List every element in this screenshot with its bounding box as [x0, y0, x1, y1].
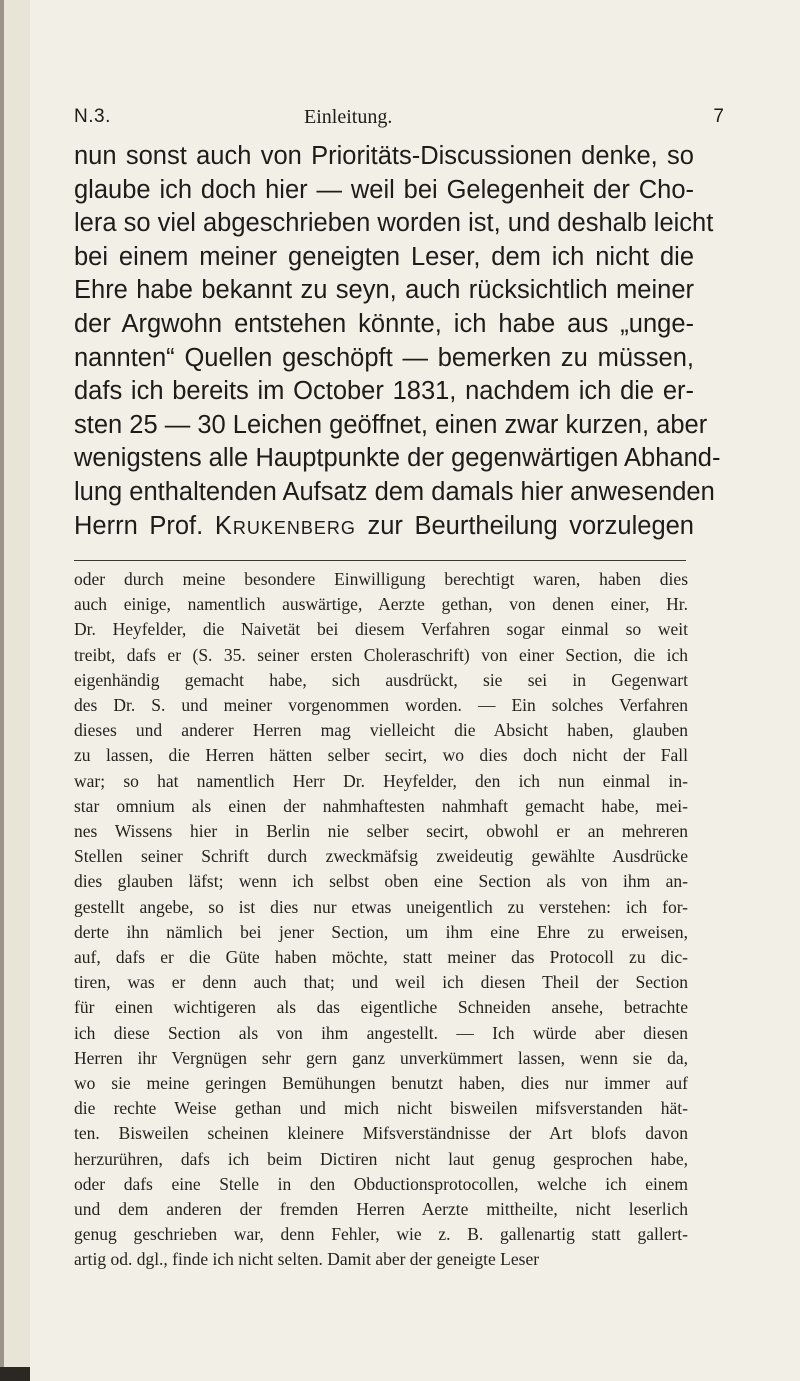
footnote-line: und dem anderen der fremden Herren Aerzte mittheilte, nicht leserlich: [74, 1199, 688, 1220]
person-name: Krukenberg: [214, 511, 356, 540]
footnote-line: dieses und anderer Herren mag vielleicht die Absicht haben, glauben: [74, 720, 688, 741]
footnote-line: eigenhändig gemacht habe, sich ausdrückt, sie sei in Gegenwart: [74, 669, 688, 690]
body-line: Ehre habe bekannt zu seyn, auch rücksichtlich meiner: [74, 276, 694, 305]
footnote-line: Dr. Heyfelder, die Naivetät bei diesem Verfahren sogar einmal so weit: [74, 619, 688, 640]
body-line: der Argwohn entstehen könnte, ich habe aus „unge-: [74, 309, 694, 338]
body-line: nun sonst auch von Prioritäts-Discussionen denke, so: [74, 142, 694, 170]
body-line-last: [74, 510, 694, 544]
body-line: sten 25 — 30 Leichen geöffnet, einen zwar kurzen, aber: [74, 410, 708, 439]
footnote-line: Stellen seiner Schrift durch zweckmäfsig zweideutig gewählte Ausdrücke: [74, 846, 688, 867]
text-segment: Herrn Prof.: [74, 511, 215, 540]
body-line: glaube ich doch hier — weil bei Gelegenheit der Cho-: [74, 175, 694, 204]
running-head: [74, 106, 724, 132]
footnote-line: zu lassen, die Herren hätten selber secirt, wo dies doch nicht der Fall: [74, 745, 688, 766]
body-line: nannten“ Quellen geschöpft — bemerken zu müssen,: [74, 343, 694, 372]
footnote-line: derte ihn nämlich bei jener Section, um ihm eine Ehre zu erweisen,: [74, 921, 688, 942]
footnote-line: oder durch meine besondere Einwilligung berechtigt waren, haben dies: [74, 569, 688, 589]
text-segment: zur Beurtheilung vorzulegen: [355, 511, 694, 540]
footnote-line: tiren, was er denn auch that; und weil ich diesen Theil der Section: [74, 972, 688, 993]
footnote: [74, 567, 688, 1273]
footnote-line: des Dr. S. und meiner vorgenommen worden. — Ein solches Verfahren: [74, 695, 688, 716]
page-number: 7: [713, 106, 724, 127]
footnote-line: dies glauben läfst; wenn ich selbst oben eine Section als von ihm an-: [74, 871, 688, 892]
footnote-line: auch einige, namentlich auswärtige, Aerzte gethan, von denen einer, Hr.: [74, 594, 688, 615]
body-line: bei einem meiner geneigten Leser, dem ich nicht die: [74, 242, 694, 271]
footnote-rule: [74, 560, 686, 561]
body-line: lera so viel abgeschrieben worden ist, und deshalb leicht: [74, 209, 714, 238]
footnote-line: herzurühren, dafs ich beim Dictiren nicht laut genug gesprochen habe,: [74, 1148, 688, 1169]
footnote-line: war; so hat namentlich Herr Dr. Heyfelder, den ich nun einmal in-: [74, 770, 688, 791]
scan-edge-bottom: [0, 1367, 30, 1381]
footnote-line: die rechte Weise gethan und mich nicht bisweilen mifsverstanden hät-: [74, 1098, 688, 1119]
footnote-line: für einen wichtigeren als das eigentliche Schneiden ansehe, betrachte: [74, 997, 688, 1018]
scan-edge: [0, 0, 4, 1381]
signature-mark: N.3.: [74, 106, 111, 127]
footnote-line: Herren ihr Vergnügen sehr gern ganz unverkümmert lassen, wenn sie da,: [74, 1047, 688, 1068]
footnote-line: ich diese Section als von ihm angestellt. — Ich würde aber diesen: [74, 1022, 688, 1043]
main-text: [74, 140, 721, 543]
section-title: Einleitung.: [304, 106, 393, 128]
footnote-line: oder dafs eine Stelle in den Obductionsprotocollen, welche ich einem: [74, 1173, 688, 1194]
footnote-line: ten. Bisweilen scheinen kleinere Mifsverständnisse der Art blofs davon: [74, 1123, 688, 1144]
body-line: dafs ich bereits im October 1831, nachdem ich die er-: [74, 377, 694, 406]
book-page: [30, 0, 800, 1381]
footnote-line: star omnium als einen der nahmhaftesten nahmhaft gemacht habe, mei-: [74, 795, 688, 816]
footnote-line: genug geschrieben war, denn Fehler, wie z. B. gallenartig statt gallert-: [74, 1224, 688, 1245]
body-line: lung enthaltenden Aufsatz dem damals hier anwesenden: [74, 477, 715, 506]
footnote-line: artig od. dgl., finde ich nicht selten. Damit aber der geneigte Leser: [74, 1249, 540, 1270]
footnote-line: wo sie meine geringen Bemühungen benutzt haben, dies nur immer auf: [74, 1073, 688, 1094]
footnote-line: auf, dafs er die Güte haben möchte, statt meiner das Protocoll zu dic-: [74, 947, 688, 968]
footnote-line: nes Wissens hier in Berlin nie selber secirt, obwohl er an mehreren: [74, 821, 688, 842]
body-line: wenigstens alle Hauptpunkte der gegenwärtigen Abhand-: [74, 444, 721, 473]
footnote-line: treibt, dafs er (S. 35. seiner ersten Choleraschrift) von einer Section, die ich: [74, 644, 688, 665]
footnote-line: gestellt angebe, so ist dies nur etwas uneigentlich zu verstehen: ich for-: [74, 896, 688, 917]
